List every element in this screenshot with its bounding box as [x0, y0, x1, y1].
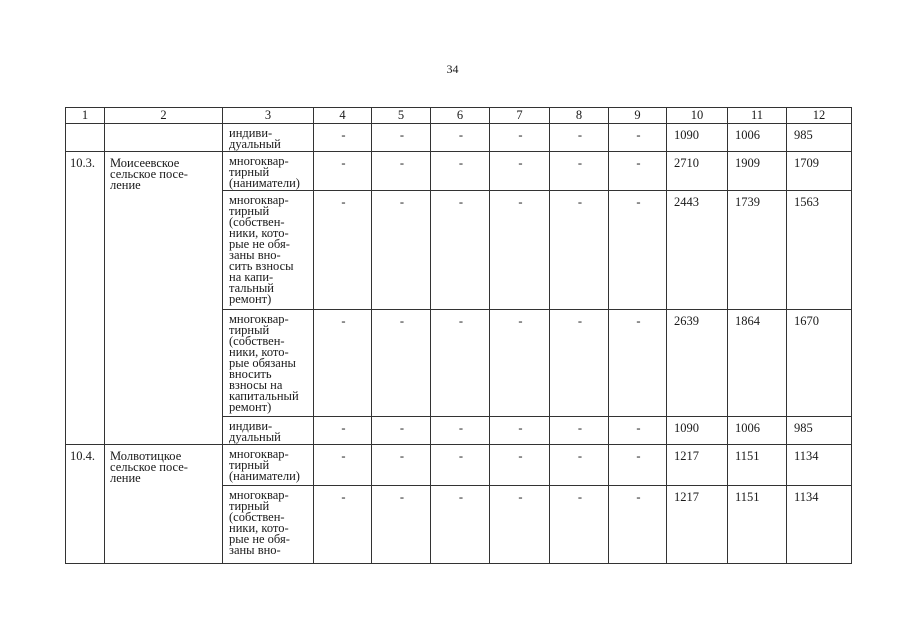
value-cell: - [431, 486, 490, 564]
value-cell: - [314, 124, 372, 152]
housing-type-cell: индиви- дуальный [223, 417, 314, 445]
value-cell: - [490, 191, 550, 310]
housing-type-cell: индиви- дуальный [223, 124, 314, 152]
row-number-cell: 10.3. [66, 152, 105, 445]
value-cell: - [372, 152, 431, 191]
header-cell: 7 [490, 108, 550, 124]
value-cell: 1739 [728, 191, 787, 310]
table-row [66, 124, 852, 152]
value-cell: 1563 [787, 191, 852, 310]
tariff-table [65, 107, 852, 564]
value-cell: - [490, 152, 550, 191]
header-cell: 2 [105, 108, 223, 124]
value-cell: - [431, 124, 490, 152]
value-cell: - [372, 417, 431, 445]
settlement-cell [105, 124, 223, 152]
page-number: 34 [446, 62, 459, 76]
value-cell: - [490, 417, 550, 445]
value-cell: - [431, 310, 490, 417]
value-cell: - [609, 191, 667, 310]
header-cell: 11 [728, 108, 787, 124]
value-cell: - [609, 417, 667, 445]
value-cell: 1909 [728, 152, 787, 191]
value-cell: 1670 [787, 310, 852, 417]
header-cell: 3 [223, 108, 314, 124]
value-cell: 985 [787, 417, 852, 445]
housing-type-cell: многоквар- тирный (собствен- ники, кото- рые не обя- заны вно- сить взносы на капи- тальный ремонт) [223, 191, 314, 310]
value-cell: - [550, 310, 609, 417]
value-cell: 1006 [728, 124, 787, 152]
header-cell: 12 [787, 108, 852, 124]
header-cell: 9 [609, 108, 667, 124]
value-cell: 1217 [667, 486, 728, 564]
column-number-row [66, 108, 852, 124]
value-cell: - [314, 417, 372, 445]
table-row [66, 152, 852, 191]
value-cell: 1709 [787, 152, 852, 191]
value-cell: - [431, 417, 490, 445]
value-cell: - [372, 124, 431, 152]
value-cell: 1090 [667, 124, 728, 152]
value-cell: - [550, 191, 609, 310]
value-cell: 1134 [787, 486, 852, 564]
housing-type-cell: многоквар- тирный (наниматели) [223, 152, 314, 191]
header-cell: 8 [550, 108, 609, 124]
value-cell: 1151 [728, 445, 787, 486]
housing-type-cell: многоквар- тирный (наниматели) [223, 445, 314, 486]
value-cell: 2710 [667, 152, 728, 191]
value-cell: - [490, 445, 550, 486]
value-cell: - [372, 191, 431, 310]
value-cell: 1090 [667, 417, 728, 445]
row-number-cell: 10.4. [66, 445, 105, 564]
value-cell: - [609, 124, 667, 152]
header-cell: 5 [372, 108, 431, 124]
row-number-cell [66, 124, 105, 152]
value-cell: 2639 [667, 310, 728, 417]
header-cell: 1 [66, 108, 105, 124]
value-cell: - [609, 445, 667, 486]
value-cell: - [490, 310, 550, 417]
header-cell: 4 [314, 108, 372, 124]
value-cell: - [372, 310, 431, 417]
value-cell: - [609, 486, 667, 564]
value-cell: - [372, 486, 431, 564]
value-cell: - [550, 417, 609, 445]
value-cell: 1217 [667, 445, 728, 486]
value-cell: - [609, 152, 667, 191]
header-cell: 10 [667, 108, 728, 124]
value-cell: - [314, 486, 372, 564]
value-cell: 985 [787, 124, 852, 152]
value-cell: - [490, 486, 550, 564]
value-cell: 1006 [728, 417, 787, 445]
housing-type-cell: многоквар- тирный (собствен- ники, кото- рые не обя- заны вно- [223, 486, 314, 564]
value-cell: - [550, 152, 609, 191]
value-cell: - [314, 445, 372, 486]
value-cell: - [372, 445, 431, 486]
settlement-cell: Моисеевское сельское посе- ление [105, 152, 223, 445]
header-cell: 6 [431, 108, 490, 124]
value-cell: - [314, 191, 372, 310]
value-cell: - [550, 445, 609, 486]
value-cell: 2443 [667, 191, 728, 310]
value-cell: - [431, 445, 490, 486]
value-cell: - [431, 152, 490, 191]
value-cell: - [490, 124, 550, 152]
value-cell: - [314, 152, 372, 191]
table-row [66, 445, 852, 486]
value-cell: 1134 [787, 445, 852, 486]
settlement-cell: Молвотицкое сельское посе- ление [105, 445, 223, 564]
value-cell: - [609, 310, 667, 417]
housing-type-cell: многоквар- тирный (собствен- ники, кото- рые обязаны вносить взносы на капитальный ремонт) [223, 310, 314, 417]
value-cell: - [431, 191, 490, 310]
value-cell: - [550, 486, 609, 564]
value-cell: - [314, 310, 372, 417]
value-cell: - [550, 124, 609, 152]
value-cell: 1151 [728, 486, 787, 564]
value-cell: 1864 [728, 310, 787, 417]
